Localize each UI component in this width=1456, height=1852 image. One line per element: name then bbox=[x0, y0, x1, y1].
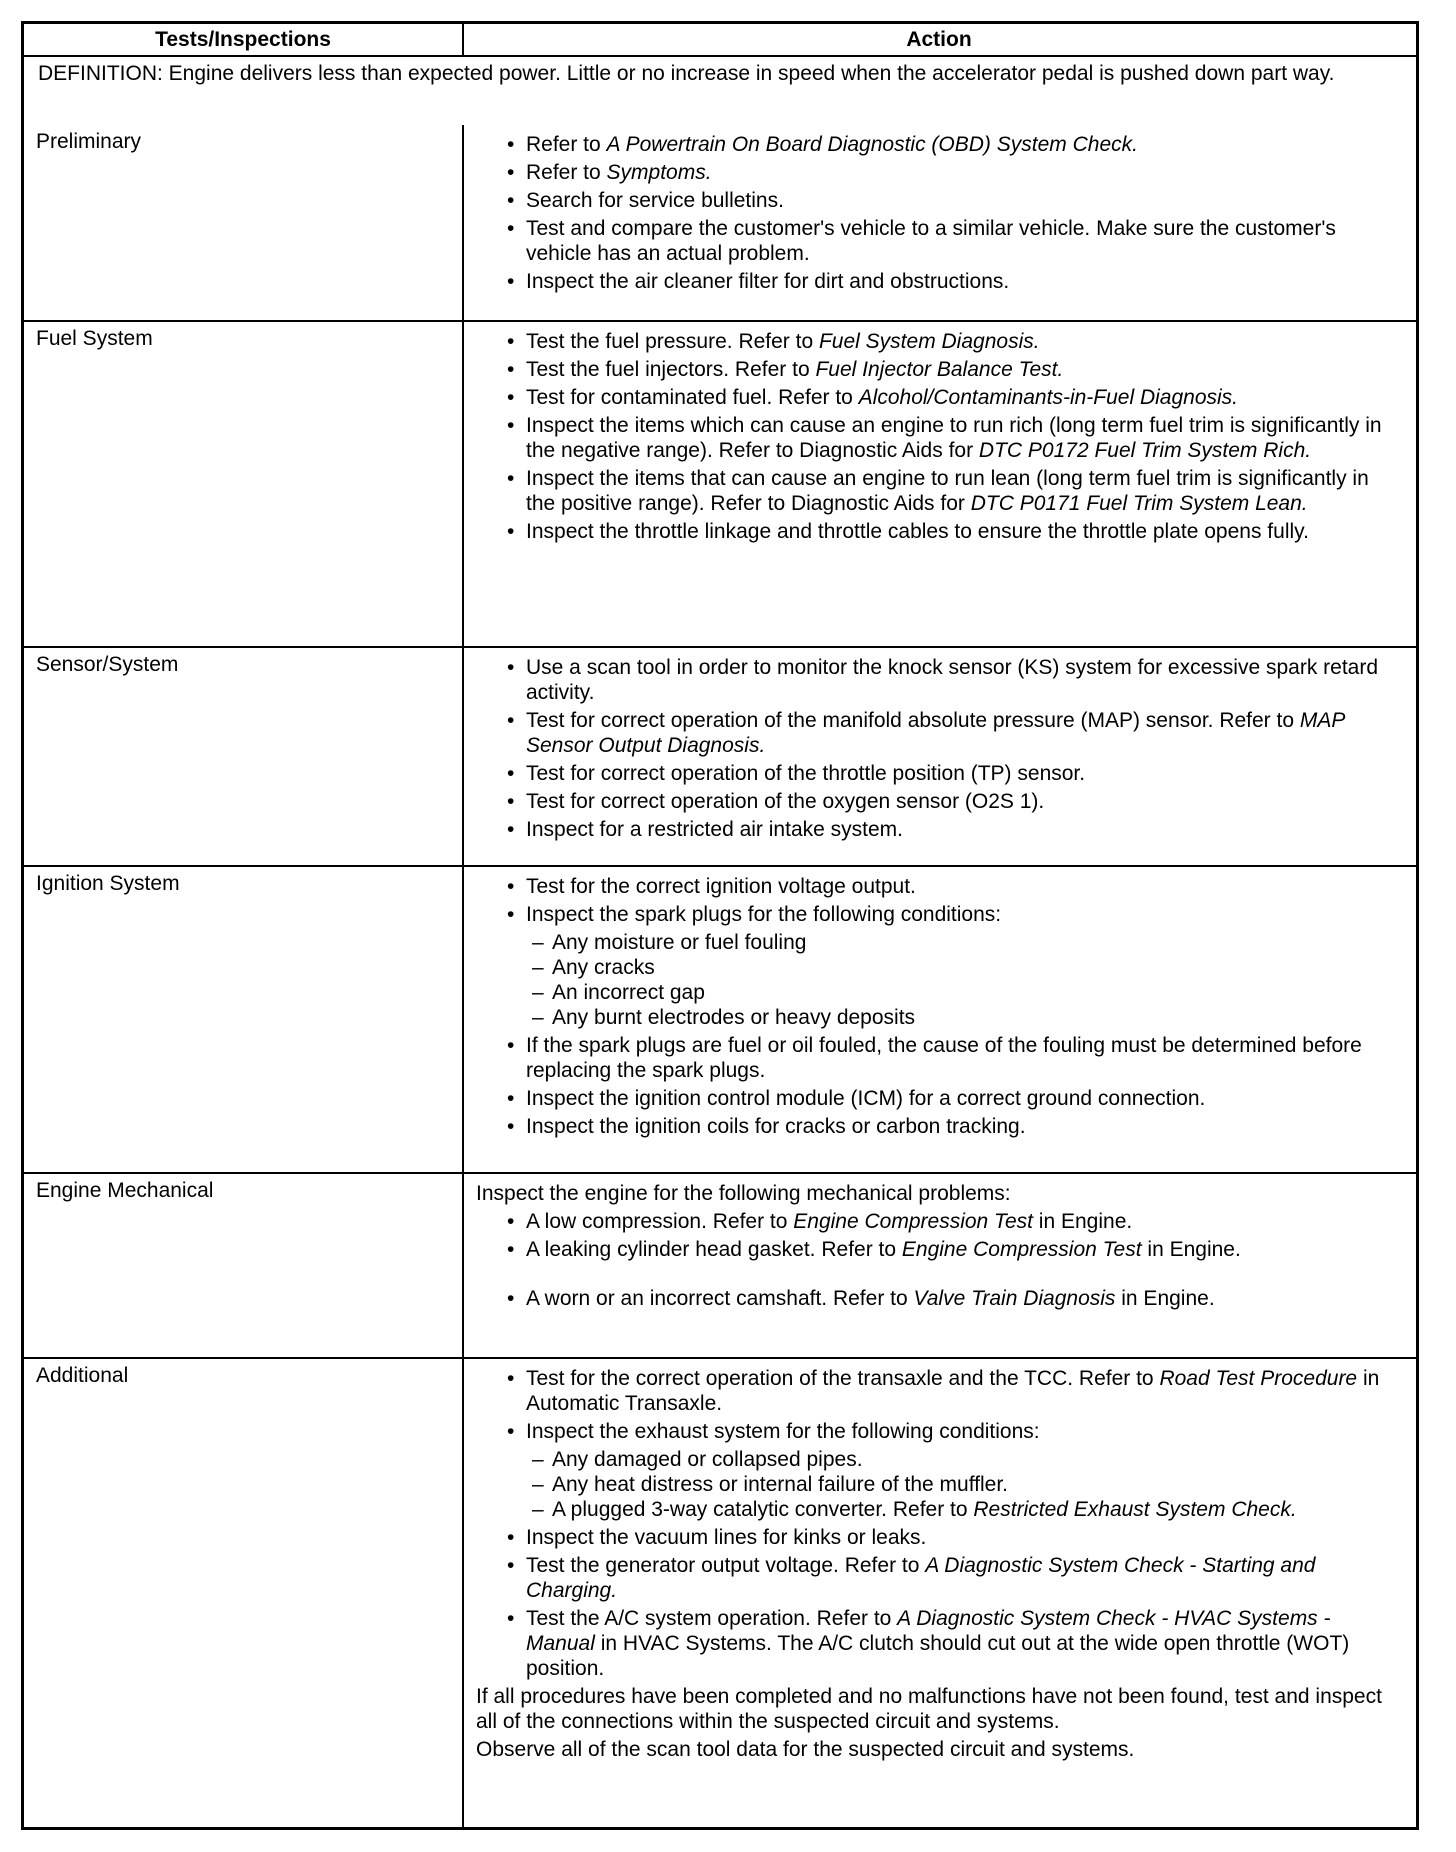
text: Inspect the spark plugs for the following conditions: bbox=[526, 903, 1002, 926]
text: Test the fuel injectors. Refer to bbox=[526, 358, 816, 381]
text: Inspect the air cleaner filter for dirt and obstructions. bbox=[526, 270, 1010, 293]
test-category: Engine Mechanical bbox=[24, 1174, 464, 1357]
table-row bbox=[24, 1172, 1416, 1357]
sub-list-item bbox=[476, 1005, 1402, 1030]
table-header bbox=[24, 24, 1416, 55]
test-category: Preliminary bbox=[24, 125, 464, 320]
text: Test and compare the customer's vehicle to a similar vehicle. Make sure the customer's vehicle has an actual problem. bbox=[526, 217, 1336, 265]
list-item bbox=[476, 466, 1402, 516]
list-item bbox=[476, 188, 1402, 213]
header-tests-inspections: Tests/Inspections bbox=[24, 24, 464, 55]
list-item bbox=[476, 789, 1402, 814]
reference-text: DTC P0171 Fuel Trim System Lean. bbox=[970, 492, 1308, 515]
sub-list-item bbox=[476, 1497, 1402, 1522]
text: Any cracks bbox=[552, 956, 655, 979]
reference-text: Road Test Procedure bbox=[1159, 1367, 1358, 1390]
text: in Automatic Transaxle. bbox=[526, 1367, 1380, 1415]
text: Inspect the items which can cause an engine to run rich (long term fuel trim is significantly in the negative range). Refer to Diagnostic Aids for bbox=[526, 414, 1382, 462]
text: Any burnt electrodes or heavy deposits bbox=[552, 1006, 916, 1029]
action-cell bbox=[464, 322, 1416, 646]
text: Inspect the items that can cause an engine to run lean (long term fuel trim is significantly in the positive range). Refer to Diagnostic Aids for bbox=[526, 467, 1369, 515]
list-item bbox=[476, 216, 1402, 266]
list-item bbox=[476, 708, 1402, 758]
table-row bbox=[24, 646, 1416, 865]
list-item bbox=[476, 269, 1402, 294]
sub-list-item bbox=[476, 1447, 1402, 1472]
list-item bbox=[476, 160, 1402, 185]
text: Inspect the engine for the following mechanical problems: bbox=[476, 1182, 1011, 1205]
reference-text: MAP Sensor Output Diagnosis. bbox=[526, 709, 1345, 757]
list-item bbox=[476, 132, 1402, 157]
reference-text: Symptoms. bbox=[606, 161, 712, 184]
text: A low compression. Refer to bbox=[526, 1210, 794, 1233]
action-cell bbox=[464, 1174, 1416, 1357]
reference-text: A Diagnostic System Check - Starting and Charging. bbox=[526, 1554, 1316, 1602]
sub-list-item bbox=[476, 1472, 1402, 1497]
reference-text: Fuel System Diagnosis. bbox=[818, 330, 1040, 353]
test-category: Fuel System bbox=[24, 322, 464, 646]
table-row bbox=[24, 125, 1416, 320]
text: Inspect the exhaust system for the following conditions: bbox=[526, 1420, 1040, 1443]
text: Test the fuel pressure. Refer to bbox=[526, 330, 819, 353]
text: Any heat distress or internal failure of the muffler. bbox=[552, 1473, 1009, 1496]
reference-text: Fuel Injector Balance Test. bbox=[815, 358, 1064, 381]
text: Test for the correct ignition voltage output. bbox=[526, 875, 916, 898]
list-item bbox=[476, 1209, 1402, 1234]
test-category: Sensor/System bbox=[24, 648, 464, 865]
text: Test for correct operation of the oxygen sensor (O2S 1). bbox=[526, 790, 1045, 813]
action-paragraph bbox=[476, 1737, 1402, 1762]
list-item bbox=[476, 385, 1402, 410]
text: If the spark plugs are fuel or oil fouled, the cause of the fouling must be determined before replacing the spark plugs. bbox=[526, 1034, 1362, 1082]
list-item bbox=[476, 1553, 1402, 1603]
text: Observe all of the scan tool data for the suspected circuit and systems. bbox=[476, 1738, 1135, 1761]
sub-list-item bbox=[476, 955, 1402, 980]
text: Any damaged or collapsed pipes. bbox=[552, 1448, 863, 1471]
action-cell bbox=[464, 867, 1416, 1172]
definition-row bbox=[24, 55, 1416, 125]
text: An incorrect gap bbox=[552, 981, 705, 1004]
table-row bbox=[24, 320, 1416, 646]
test-category: Additional bbox=[24, 1359, 464, 1827]
list-item bbox=[476, 761, 1402, 786]
list-item bbox=[476, 655, 1402, 705]
list-item bbox=[476, 1114, 1402, 1139]
text: Test for correct operation of the throttle position (TP) sensor. bbox=[526, 762, 1086, 785]
text: Any moisture or fuel fouling bbox=[552, 931, 807, 954]
reference-text: Engine Compression Test bbox=[901, 1238, 1142, 1261]
text: Use a scan tool in order to monitor the knock sensor (KS) system for excessive spark retard activity. bbox=[526, 656, 1379, 704]
text: Inspect the ignition control module (ICM) for a correct ground connection. bbox=[526, 1087, 1206, 1110]
text: Refer to bbox=[526, 133, 607, 156]
action-paragraph bbox=[476, 1684, 1402, 1734]
list-item bbox=[476, 1606, 1402, 1681]
text: Test for the correct operation of the transaxle and the TCC. Refer to bbox=[526, 1367, 1160, 1390]
action-cell bbox=[464, 125, 1416, 320]
header-action: Action bbox=[906, 28, 972, 51]
reference-text: Engine Compression Test bbox=[793, 1210, 1033, 1233]
reference-text: A Diagnostic System Check - HVAC Systems - Manual bbox=[526, 1607, 1331, 1655]
reference-text: Valve Train Diagnosis bbox=[913, 1287, 1116, 1310]
text: A worn or an incorrect camshaft. Refer to bbox=[526, 1287, 914, 1310]
text: Inspect for a restricted air intake system. bbox=[526, 818, 903, 841]
table-row bbox=[24, 1357, 1416, 1827]
reference-text: Restricted Exhaust System Check. bbox=[973, 1498, 1297, 1521]
text: Test for contaminated fuel. Refer to bbox=[526, 386, 859, 409]
text: Test the A/C system operation. Refer to bbox=[526, 1607, 898, 1630]
definition-text: DEFINITION: Engine delivers less than expected power. Little or no increase in speed when the accelerator pedal is pushed down part way. bbox=[38, 62, 1335, 85]
list-item bbox=[476, 519, 1402, 544]
text: Test the generator output voltage. Refer to bbox=[526, 1554, 926, 1577]
text: A leaking cylinder head gasket. Refer to bbox=[526, 1238, 902, 1261]
text: in Engine. bbox=[1032, 1210, 1133, 1233]
list-item bbox=[476, 1525, 1402, 1550]
list-item bbox=[476, 1237, 1402, 1262]
list-item bbox=[476, 1366, 1402, 1416]
text: Search for service bulletins. bbox=[526, 189, 784, 212]
list-item bbox=[476, 874, 1402, 899]
action-paragraph bbox=[476, 1181, 1402, 1206]
list-item bbox=[476, 357, 1402, 382]
reference-text: DTC P0172 Fuel Trim System Rich. bbox=[978, 439, 1312, 462]
reference-text: Alcohol/Contaminants-in-Fuel Diagnosis. bbox=[858, 386, 1239, 409]
table-row bbox=[24, 865, 1416, 1172]
list-item bbox=[476, 1033, 1402, 1083]
text: in Engine. bbox=[1115, 1287, 1215, 1310]
sub-list-item bbox=[476, 930, 1402, 955]
list-item bbox=[476, 817, 1402, 842]
action-cell bbox=[464, 648, 1416, 865]
text: Inspect the vacuum lines for kinks or leaks. bbox=[526, 1526, 927, 1549]
text: in Engine. bbox=[1141, 1238, 1241, 1261]
text: Inspect the ignition coils for cracks or carbon tracking. bbox=[526, 1115, 1026, 1138]
list-item bbox=[476, 1286, 1402, 1311]
text: Test for correct operation of the manifold absolute pressure (MAP) sensor. Refer to bbox=[526, 709, 1300, 732]
diagnostic-table bbox=[21, 21, 1419, 1830]
reference-text: A Powertrain On Board Diagnostic (OBD) System Check. bbox=[606, 133, 1138, 156]
list-item bbox=[476, 902, 1402, 927]
list-item bbox=[476, 1419, 1402, 1444]
list-item bbox=[476, 1086, 1402, 1111]
sub-list-item bbox=[476, 980, 1402, 1005]
text: Refer to bbox=[526, 161, 607, 184]
list-item bbox=[476, 413, 1402, 463]
list-item bbox=[476, 329, 1402, 354]
text: Inspect the throttle linkage and throttle cables to ensure the throttle plate opens fully. bbox=[526, 520, 1309, 543]
text: If all procedures have been completed and no malfunctions have not been found, test and inspect all of the connections within the suspected circuit and systems. bbox=[476, 1685, 1382, 1733]
text: A plugged 3-way catalytic converter. Refer to bbox=[552, 1498, 974, 1521]
text: in HVAC Systems. The A/C clutch should cut out at the wide open throttle (WOT) position. bbox=[526, 1632, 1350, 1680]
action-cell bbox=[464, 1359, 1416, 1827]
test-category: Ignition System bbox=[24, 867, 464, 1172]
